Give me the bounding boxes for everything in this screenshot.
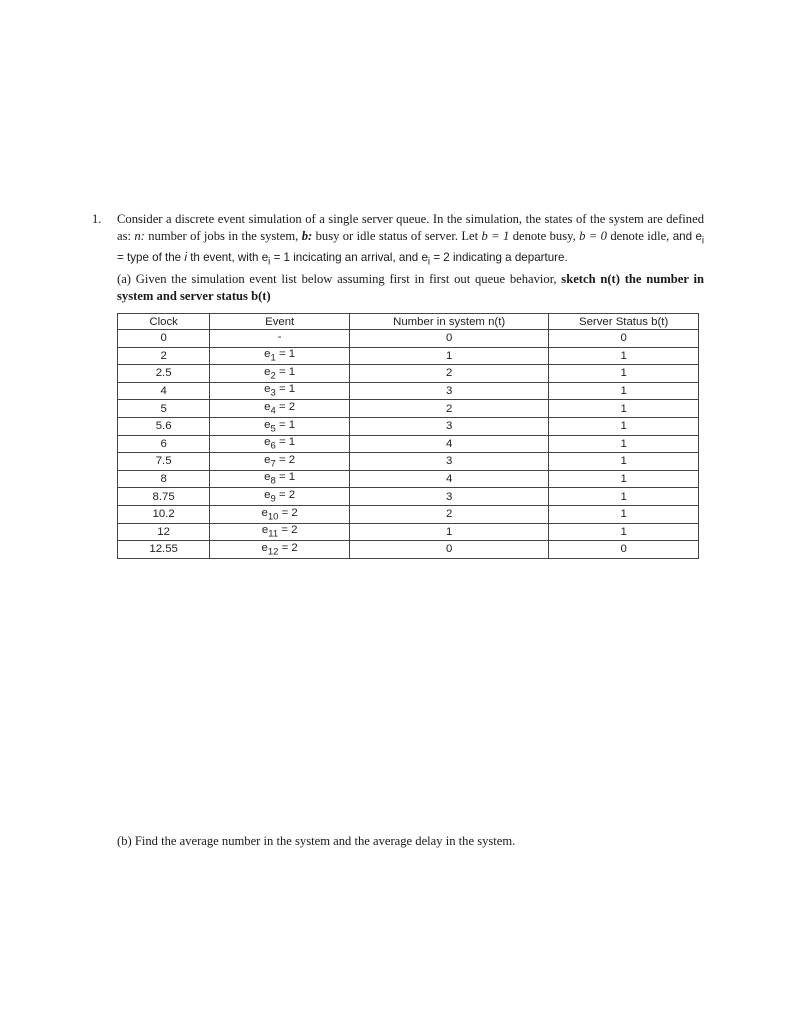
- cell-b: 1: [549, 347, 699, 365]
- cell-b: 1: [549, 365, 699, 383]
- cell-n: 2: [350, 400, 549, 418]
- cell-clock: 8: [118, 470, 210, 488]
- cell-event: $e_7 = 2$: [210, 453, 350, 471]
- cell-clock: 2.5: [118, 365, 210, 383]
- cell-b: 1: [549, 400, 699, 418]
- table-row: [118, 523, 699, 541]
- header-number-in-system: Number in system n(t): [350, 314, 549, 330]
- cell-n: 0: [350, 330, 549, 348]
- cell-clock: 5: [118, 400, 210, 418]
- table-row: [118, 435, 699, 453]
- header-clock: Clock: [118, 314, 210, 330]
- cell-b: 1: [549, 470, 699, 488]
- table-row: [118, 470, 699, 488]
- cell-clock: 5.6: [118, 417, 210, 435]
- cell-n: 1: [350, 347, 549, 365]
- header-event: Event: [210, 314, 350, 330]
- question-text: Consider a discrete event simulation of a single server queue. In the simulation, the states of the system are defined as: n: number of jobs in the system, b: busy or idle status of server. Let b = 1 denote busy, b = 0 denote idle, and $e_i$ = type of the i th event, with $e_i = 1$ incicating an arrival, and $e_i = 2$ indicating a departure.: [117, 212, 705, 268]
- cell-n: 3: [350, 453, 549, 471]
- cell-event: $e_3 = 1$: [210, 382, 350, 400]
- cell-event: $e_5 = 1$: [210, 417, 350, 435]
- cell-event: -: [210, 330, 350, 348]
- cell-event: $e_{10} = 2$: [210, 505, 350, 523]
- cell-n: 2: [350, 505, 549, 523]
- cell-n: 1: [350, 523, 549, 541]
- cell-n: 4: [350, 470, 549, 488]
- table-row: [118, 330, 699, 348]
- cell-event: $e_{11} = 2$: [210, 523, 350, 541]
- cell-n: 2: [350, 365, 549, 383]
- cell-b: 0: [549, 330, 699, 348]
- part-b-text: (b) Find the average number in the system and the average delay in the system.: [117, 834, 516, 848]
- table-row: [118, 453, 699, 471]
- cell-n: 3: [350, 382, 549, 400]
- cell-event: $e_4 = 2$: [210, 400, 350, 418]
- cell-event: $e_2 = 1$: [210, 365, 350, 383]
- table-row: [118, 347, 699, 365]
- event-table: [117, 313, 699, 559]
- header-server-status: Server Status b(t): [549, 314, 699, 330]
- cell-clock: 10.2: [118, 505, 210, 523]
- table-row: [118, 382, 699, 400]
- cell-event: $e_{12} = 2$: [210, 541, 350, 559]
- cell-clock: 4: [118, 382, 210, 400]
- table-row: [118, 417, 699, 435]
- table-row: [118, 541, 699, 559]
- cell-b: 1: [549, 453, 699, 471]
- part-a-bold: sketch n(t) the number in system and server status b(t): [117, 271, 704, 303]
- table-row: [118, 365, 699, 383]
- question-1: [92, 211, 704, 305]
- cell-b: 1: [549, 435, 699, 453]
- cell-n: 4: [350, 435, 549, 453]
- cell-n: 3: [350, 417, 549, 435]
- cell-event: $e_8 = 1$: [210, 470, 350, 488]
- cell-clock: 2: [118, 347, 210, 365]
- cell-clock: 12: [118, 523, 210, 541]
- table-row: [118, 400, 699, 418]
- cell-clock: 8.75: [118, 488, 210, 506]
- cell-b: 1: [549, 382, 699, 400]
- cell-b: 1: [549, 523, 699, 541]
- cell-clock: 7.5: [118, 453, 210, 471]
- table-row: [118, 488, 699, 506]
- part-a-text: (a) Given the simulation event list below assuming first in first out queue behavior, sketch n(t) the number in system and server status b(t): [117, 271, 704, 303]
- question-body: [117, 211, 704, 305]
- cell-clock: 12.55: [118, 541, 210, 559]
- cell-n: 0: [350, 541, 549, 559]
- cell-event: $e_9 = 2$: [210, 488, 350, 506]
- cell-b: 1: [549, 417, 699, 435]
- cell-b: 0: [549, 541, 699, 559]
- table-header-row: [118, 314, 699, 330]
- cell-n: 3: [350, 488, 549, 506]
- cell-clock: 0: [118, 330, 210, 348]
- cell-event: $e_1 = 1$: [210, 347, 350, 365]
- cell-event: $e_6 = 1$: [210, 435, 350, 453]
- cell-b: 1: [549, 505, 699, 523]
- cell-clock: 6: [118, 435, 210, 453]
- cell-b: 1: [549, 488, 699, 506]
- question-number: 1.: [92, 212, 102, 226]
- table-row: [118, 505, 699, 523]
